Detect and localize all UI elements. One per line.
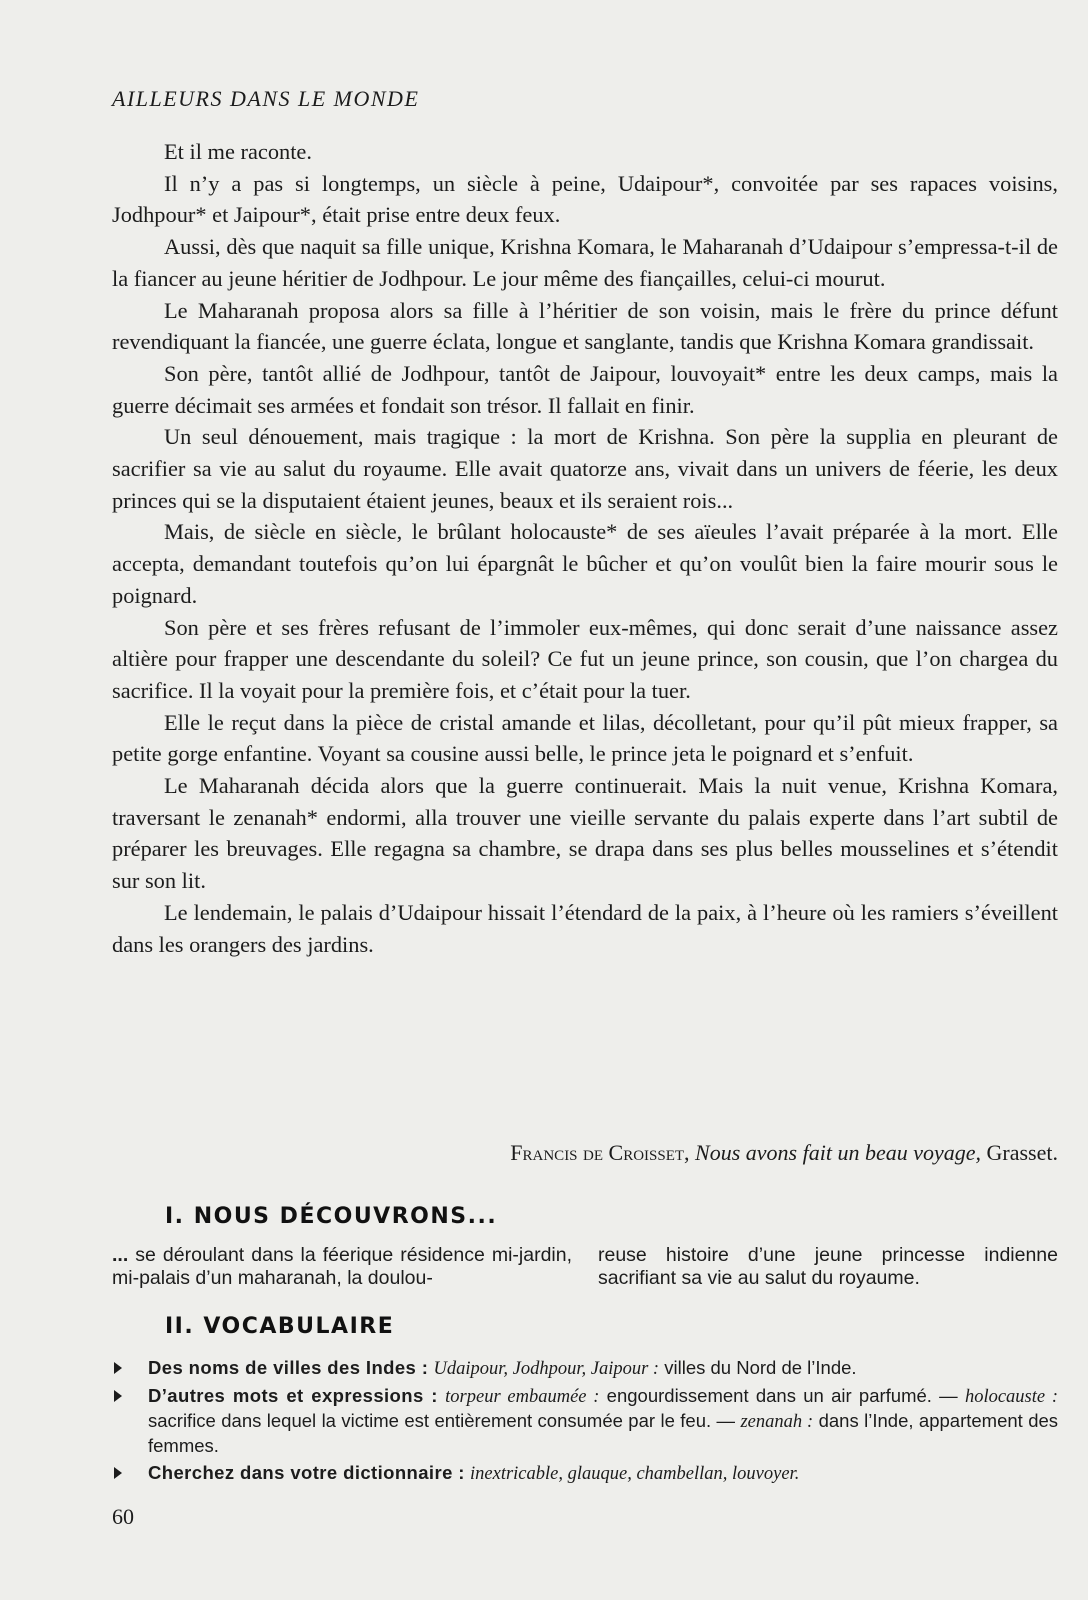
story-paragraph: Mais, de siècle en siècle, le brûlant holocauste* de ses aïeules l’avait préparée à la mort. Elle accepta, demandant toutefois qu’on lui épargnât le bûcher et qu’on voulût bien la faire mourir sous le poignard. — [112, 519, 1058, 608]
vocab-definition: sacrifice dans lequel la victime est entièrement consumée par le feu. — — [148, 1410, 736, 1431]
story-paragraph: Le lendemain, le palais d’Udaipour hissait l’étendard de la paix, à l’heure où les ramiers s’éveillent dans les orangers des jardins. — [112, 899, 1058, 957]
story-paragraph: Un seul dénouement, mais tragique : la mort de Krishna. Son père la supplia en pleurant de sacrifier sa vie au salut du royaume. Elle avait quatorze ans, vivait dans un univers de féerie, les deux princes qui se la disputaient étaient jeunes, beaux et ils seraient rois... — [112, 424, 1058, 513]
story-paragraph: Son père, tantôt allié de Jodhpour, tantôt de Jaipour, louvoyait* entre les deux camps, mais la guerre décimait ses armées et fondait son trésor. Il fallait en finir. — [112, 360, 1058, 418]
vocab-lead: D’autres mots et expressions : — [148, 1385, 438, 1406]
vocab-item — [112, 1461, 1058, 1486]
story-paragraph: Elle le reçut dans la pièce de cristal amande et lilas, décolletant, pour qu’il pût mieux frapper, sa petite gorge enfantine. Voyant sa cousine aussi belle, le prince jeta le poignard et s’enfuit. — [112, 709, 1058, 767]
vocab-definition: villes du Nord de l’Inde. — [664, 1357, 857, 1378]
story-text — [112, 136, 1058, 960]
discover-column-right: reuse histoire d’une jeune princesse indienne sacrifiant sa vie au salut du royaume. — [598, 1244, 1058, 1289]
vocab-lead: Cherchez dans votre dictionnaire : — [148, 1462, 465, 1483]
ellipsis-marker: ... — [112, 1244, 129, 1266]
triangle-bullet-icon — [114, 1390, 122, 1402]
credit-author: Francis de Croisset, — [510, 1140, 690, 1165]
section-title-discover: I. NOUS DÉCOUVRONS... — [165, 1204, 498, 1229]
story-paragraph: Le Maharanah proposa alors sa fille à l’héritier de son voisin, mais le frère du prince défunt revendiquant la fiancée, une guerre éclata, longue et sanglante, tandis que Krishna Komara grandissait. — [112, 297, 1058, 355]
source-credit — [510, 1140, 1058, 1166]
running-header: AILLEURS DANS LE MONDE — [112, 86, 420, 111]
vocab-term: zenanah : — [740, 1412, 814, 1432]
vocabulary-list — [112, 1356, 1058, 1489]
credit-publisher: Grasset. — [986, 1140, 1058, 1165]
triangle-bullet-icon — [114, 1362, 122, 1374]
discover-column-left — [112, 1244, 572, 1290]
story-paragraph: Et il me raconte. — [164, 139, 312, 164]
credit-work: Nous avons fait un beau voyage, — [695, 1140, 982, 1165]
vocab-term: holocauste : — [964, 1387, 1058, 1407]
vocab-item — [112, 1356, 1058, 1381]
discover-text — [112, 1244, 1058, 1290]
story-paragraph: Il n’y a pas si longtemps, un siècle à peine, Udaipour*, convoitée par ses rapaces voisins, Jodhpour* et Jaipour*, était prise entre deux feux. — [112, 170, 1058, 228]
vocab-lead: Des noms de villes des Indes : — [148, 1357, 429, 1378]
discover-text-part1: se déroulant dans la féerique résidence mi-jardin, mi-palais d’un maharanah, la doulou- — [112, 1244, 573, 1289]
vocab-terms: Udaipour, Jodhpour, Jaipour : — [433, 1359, 660, 1379]
story-paragraph: Le Maharanah décida alors que la guerre continuerait. Mais la nuit venue, Krishna Komara, traversant le zenanah* endormi, alla trouver une vieille servante du palais experte dans l’art subtil de préparer les breuvages. Elle regagna sa chambre, se drapa dans ses plus belles mousselines et s’étendit sur son lit. — [112, 773, 1058, 894]
triangle-bullet-icon — [114, 1467, 122, 1479]
page-number: 60 — [112, 1504, 134, 1529]
vocab-item — [112, 1384, 1058, 1458]
vocab-term: torpeur embaumée : — [445, 1387, 600, 1407]
vocab-definition: engourdissement dans un air parfumé. — — [606, 1385, 958, 1406]
vocab-definition: dans l’Inde, appartement des femmes. — [148, 1410, 1059, 1456]
story-paragraph: Aussi, dès que naquit sa fille unique, Krishna Komara, le Maharanah d’Udaipour s’empressa-t-il de la fiancer au jeune héritier de Jodhpour. Le jour même des fiançailles, celui-ci mourut. — [112, 234, 1058, 291]
story-paragraph: Son père et ses frères refusant de l’immoler eux-mêmes, qui donc serait d’une naissance assez altière pour frapper une descendante du soleil? Ce fut un jeune prince, son cousin, que l’on chargea du sacrifice. Il la voyait pour la première fois, et c’était pour la tuer. — [112, 614, 1058, 703]
vocab-terms: inextricable, glauque, chambellan, louvoyer. — [470, 1464, 800, 1484]
section-title-vocabulary: II. VOCABULAIRE — [165, 1314, 395, 1339]
